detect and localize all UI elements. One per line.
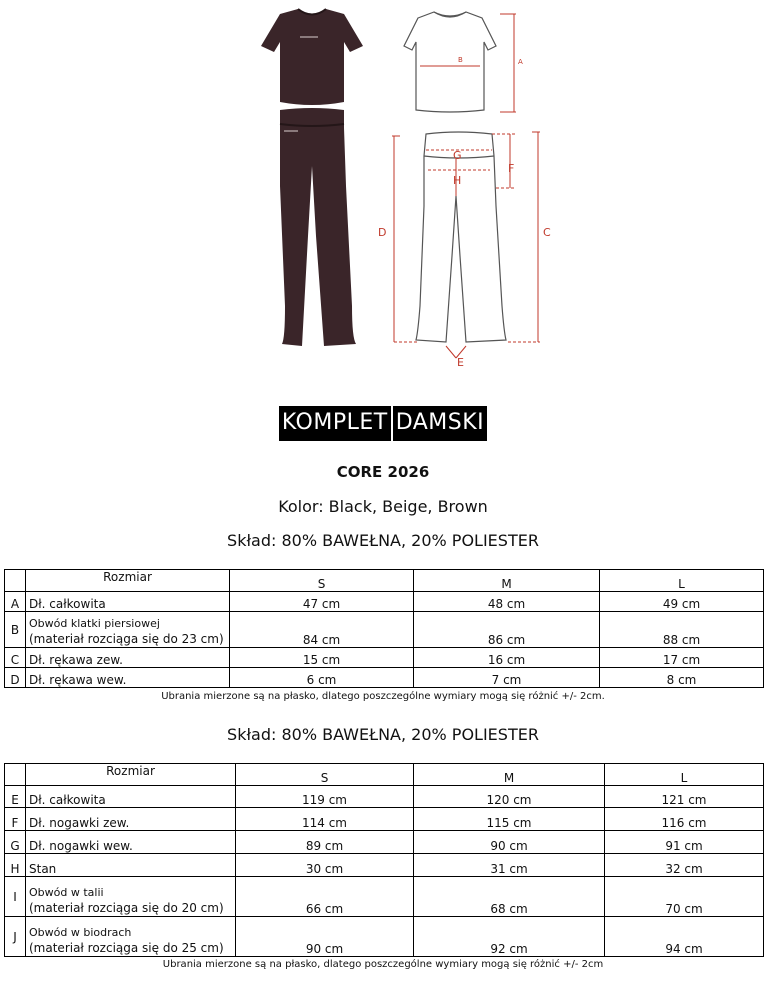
table-row [5,648,764,668]
row-value-m: 115 cm [414,808,605,831]
header-empty [5,764,26,786]
row-value-m: 68 cm [414,877,605,917]
row-name: Obwód w talii [29,886,104,899]
table-row [5,612,764,648]
pants-photo-icon [280,108,356,346]
collection-name: CORE 2026 [336,463,430,481]
row-letter: J [5,917,26,957]
header-size-m: M [414,764,605,786]
row-value-s: 66 cm [236,877,414,917]
header-empty [5,570,26,592]
row-letter: C [5,648,26,668]
row-value-s: 90 cm [236,917,414,957]
row-value-s: 15 cm [230,648,414,668]
label-c: C [543,226,551,239]
row-name: Dł. nogawki wew. [26,831,236,854]
label-b: B [458,56,463,64]
row-name-cell [26,877,236,917]
row-letter: B [5,612,26,648]
row-value-l: 17 cm [600,648,764,668]
row-value-s: 6 cm [230,668,414,688]
row-letter: D [5,668,26,688]
tshirt-photo-icon [261,9,363,105]
header-size-l: L [600,570,764,592]
row-name: Dł. całkowita [26,786,236,808]
measurement-note-bottom: Ubrania mierzone są na płasko, dlatego poszczególne wymiary mogą się różnić +/- 2cm [162,959,604,970]
row-value-m: 86 cm [414,612,600,648]
row-value-s: 119 cm [236,786,414,808]
table-row [5,808,764,831]
row-value-m: 16 cm [414,648,600,668]
label-a: A [518,58,523,66]
row-value-m: 48 cm [414,592,600,612]
table-row [5,592,764,612]
row-letter: G [5,831,26,854]
label-g: G [453,149,462,162]
row-letter: H [5,854,26,877]
header-size-label: Rozmiar [26,764,236,786]
table-row [5,668,764,688]
bottom-size-table [4,763,764,957]
table-header-row [5,764,764,786]
composition-top: Skład: 80% BAWEŁNA, 20% POLIESTER [227,531,539,550]
label-e: E [457,356,464,369]
pants-measure-lines [392,132,540,358]
row-value-l: 91 cm [605,831,764,854]
colors-line: Kolor: Black, Beige, Brown [278,497,488,516]
pants-sketch-icon [416,132,506,342]
row-value-l: 49 cm [600,592,764,612]
row-value-l: 8 cm [600,668,764,688]
row-value-l: 32 cm [605,854,764,877]
title-word-1: KOMPLET [279,406,391,441]
row-value-s: 84 cm [230,612,414,648]
row-value-s: 89 cm [236,831,414,854]
row-value-s: 30 cm [236,854,414,877]
row-letter: A [5,592,26,612]
row-value-m: 92 cm [414,917,605,957]
header-size-m: M [414,570,600,592]
row-letter: I [5,877,26,917]
page-title [0,406,766,441]
row-value-m: 120 cm [414,786,605,808]
product-illustrations [240,6,570,376]
table-row [5,831,764,854]
row-name: Dł. całkowita [26,592,230,612]
table-row [5,917,764,957]
row-name: Stan [26,854,236,877]
header-size-l: L [605,764,764,786]
table-row [5,877,764,917]
row-name: Obwód w biodrach [29,926,132,939]
row-value-m: 90 cm [414,831,605,854]
row-value-s: 47 cm [230,592,414,612]
row-value-m: 7 cm [414,668,600,688]
row-value-m: 31 cm [414,854,605,877]
table-row [5,854,764,877]
header-size-label: Rozmiar [26,570,230,592]
title-word-2: DAMSKI [393,406,487,441]
header-size-s: S [236,764,414,786]
table-header-row [5,570,764,592]
row-value-s: 114 cm [236,808,414,831]
label-d: D [378,226,387,239]
row-subnote: (materiał rozciąga się do 20 cm) [29,901,224,915]
row-name-cell [26,612,230,648]
tshirt-measure-lines [420,14,516,112]
row-letter: F [5,808,26,831]
row-value-l: 116 cm [605,808,764,831]
label-f: F [508,162,515,175]
composition-bottom: Skład: 80% BAWEŁNA, 20% POLIESTER [227,725,539,744]
row-value-l: 88 cm [600,612,764,648]
row-name: Obwód klatki piersiowej [29,617,160,630]
top-size-table [4,569,764,688]
row-subnote: (materiał rozciąga się do 23 cm) [29,632,224,646]
table-row [5,786,764,808]
row-value-l: 70 cm [605,877,764,917]
row-value-l: 94 cm [605,917,764,957]
row-name-cell [26,917,236,957]
header-size-s: S [230,570,414,592]
row-name: Dł. rękawa wew. [26,668,230,688]
measurement-note-top: Ubrania mierzone są na płasko, dlatego poszczególne wymiary mogą się różnić +/- 2cm. [161,691,605,702]
row-name: Dł. rękawa zew. [26,648,230,668]
row-value-l: 121 cm [605,786,764,808]
row-letter: E [5,786,26,808]
tshirt-sketch-icon [404,12,496,112]
row-subnote: (materiał rozciąga się do 25 cm) [29,941,224,955]
label-h: H [453,174,462,187]
row-name: Dł. nogawki zew. [26,808,236,831]
